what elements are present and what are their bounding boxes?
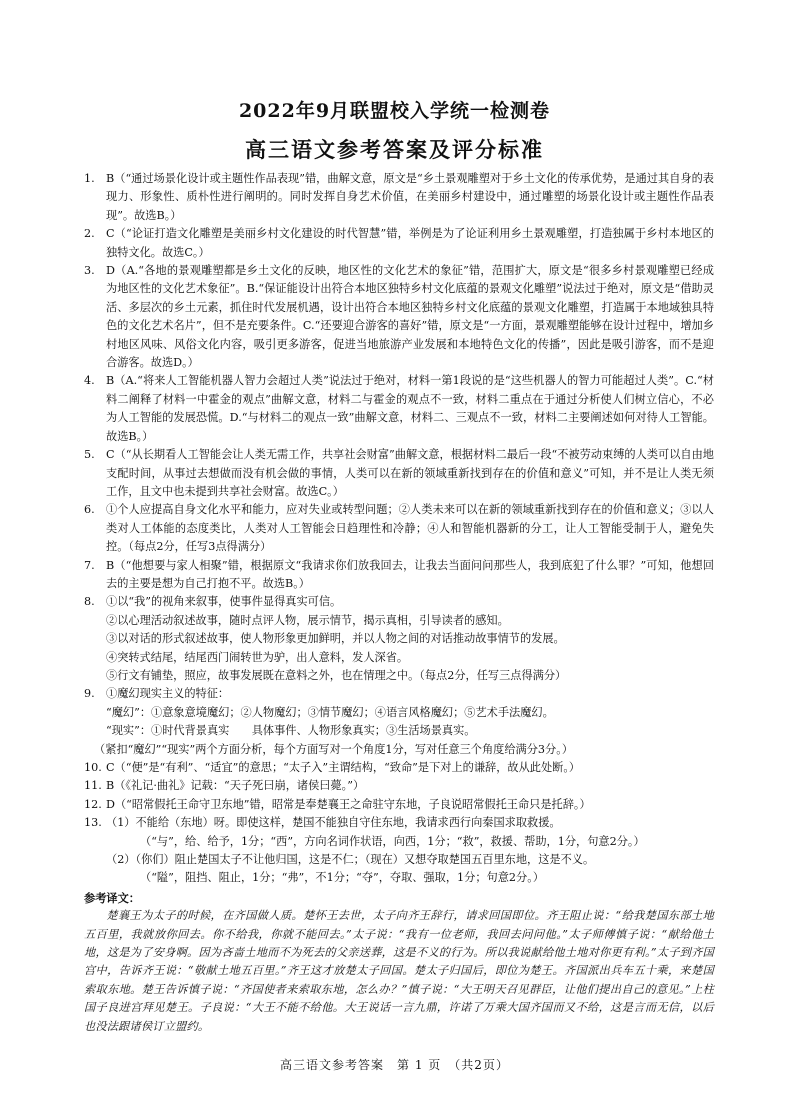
question-number: 10.: [84, 761, 102, 774]
answer-item-9: [84, 685, 714, 740]
answer-item: [84, 262, 714, 372]
answer-item: [84, 796, 714, 814]
question-number: 1.: [84, 172, 95, 185]
answer-line: （2）（你们）阻止楚国太子不让他归国，这是不仁；（现在）又想夺取楚国五百里东地，这是不义。: [106, 853, 595, 867]
answer-text: C（“便”是“有利”、“适宜”的意思；“太子入”主谓结构，“致命”是下对上的谦辞，故从此处断。）: [106, 761, 581, 774]
answer-line: ②以心理活动叙述故事，随时点评人物，展示情节，揭示真相，引导读者的感知。: [106, 613, 509, 627]
question-number: 7.: [84, 558, 95, 572]
question-number: 11.: [84, 779, 102, 793]
answer-line: “魔幻”：①意象意境魔幻；②人物魔幻；③情节魔幻；④语言风格魔幻；⑤艺术手法魔幻。: [106, 705, 554, 719]
answer-item: [84, 759, 714, 777]
question-number: 3.: [84, 264, 95, 278]
answer-line: ①魔幻现实主义的特征：: [106, 687, 230, 701]
answer-line: （1）不能给（东地）呀。即使这样，楚国不能独自守住东地，我请求西行向秦国求取救援。: [106, 816, 561, 830]
answer-text: B（A.“将来人工智能机器人智力会超过人类”说法过于绝对，材料一第1段说的是“这些机器人的智力可能超过人类”。C.“材料二阐释了材料一中霍金的观点”曲解文意，材料二与霍金的观点不一致，材料二重点在于通过分析使人们树立信心，不必为人工智能的发展恐慌。D.“与材料二的观点一致”曲解文意，材料二、三观点不一致，材料二主要阐述如何对待人工智能。故选B。）: [106, 374, 714, 443]
answer-text: D（“昭常假托王命守卫东地”错，昭常是奉楚襄王之命驻守东地，子良说昭常假托王命只是托辞。）: [106, 797, 591, 811]
answer-item: [84, 501, 714, 556]
answer-text: C（“论证打造文化雕塑是美丽乡村文化建设的时代智慧”错，举例是为了论证利用乡土景观雕塑，打造独属于乡村本地区的独特文化。故选C。）: [106, 227, 714, 259]
scoring-note: （紧扣“魔幻”“现实”两个方面分析，每个方面写对一个角度1分，写对任意三个角度给满分3分。）: [94, 742, 574, 756]
answer-body: [84, 170, 714, 1036]
answer-text: ①个人应提高自身文化水平和能力，应对失业或转型问题；②人类未来可以在新的领域重新找到存在的价值和意义；③以人类对人工体能的态度类比，人类对人工智能会日趋理性和冷静；④人和智能机器新的分工，让人工智能受制于人，避免失控。（每点2分，任写3点得满分）: [106, 503, 714, 554]
page-footer: 高三语文参考答案 第 1 页 （共2页）: [280, 1058, 509, 1072]
answer-line: （“与”，给、给予，1分；“西”，方向名词作状语，向西，1分；“救”，救援、帮助，1分，句意2分。）: [140, 834, 645, 848]
answer-item: [84, 170, 714, 225]
answer-line: ④突转式结尾，结尾西门闹转世为驴，出人意料，发人深省。: [106, 650, 409, 664]
question-number: 12.: [84, 797, 102, 811]
answer-line: （“隘”，阻挡、阻止，1分；“弗”，不1分；“夺”，夺取、强取，1分；句意2分。）: [140, 871, 545, 885]
answer-line: “现实”：①时代背景真实 具体事件、人物形象真实；③生活场景真实。: [106, 724, 476, 738]
answer-item-13: [84, 814, 714, 888]
question-number: 4.: [84, 374, 95, 388]
answer-text: C（“从长期看人工智能会让人类无需工作，共享社会财富”曲解文意，根据材料二最后一段“不被劳动束缚的人类可以自由地支配时间，从事过去想做而没有机会做的事情，人类可以在新的领域重新找到存在的价值和意义”可知，并不是让人类无须工作，且文中也未提到共享社会财富。故选C。）: [106, 448, 714, 498]
answer-item: [84, 446, 714, 501]
answer-text: D（A.“各地的景观雕塑都是乡土文化的反映，地区性的文化艺术的象征”错，范围扩大，原文是“很多乡村景观雕塑已经成为地区性的文化艺术象征”。B.“保证能设计出符合本地区独特乡村文化底蕴的景观文化雕塑”说法过于绝对，原文是“借助灵活、多层次的乡土元素，抓住时代发展机遇，设计出符合本地区独特乡村文化底蕴的景观文化雕塑，打造属于本地域独具特色的文化艺术名片”，但不是充要条件。C.“还要迎合游客的喜好”错，原文是“一方面，景观雕塑能够在设计过程中，增加乡村地区风味、风俗文化内容，吸引更多游客，促进当地旅游产业发展和本地特色文化的传播”，因此是吸引游客，而不是迎合游客。故选D。）: [106, 264, 714, 370]
question-number: 6.: [84, 503, 95, 517]
question-number: 9.: [84, 687, 95, 701]
answer-text: B（《礼记·曲礼》记载：“天子死曰崩，诸侯曰薨。”）: [106, 779, 365, 793]
answer-item-8: [84, 593, 714, 685]
exam-title: 2022年9月联盟校入学统一检测卷: [238, 100, 551, 122]
question-number: 2.: [84, 227, 95, 241]
answer-item: [84, 557, 714, 594]
answer-text: B（“他想要与家人相聚”错，根据原文“我请求你们放我回去，让我去当面问问那些人，我到底犯了什么罪？”可知，他想回去的主要是想为自己打抱不平。故选B。）: [106, 558, 714, 590]
answer-item: [84, 225, 714, 262]
exam-subtitle: 高三语文参考答案及评分标准: [245, 137, 544, 162]
answer-lines: [106, 814, 714, 888]
question-number: 8.: [84, 595, 95, 609]
reference-translation: 楚襄王为太子的时候，在齐国做人质。楚怀王去世，太子向齐王辞行，请求回国即位。齐王阻止说：“给我楚国东部土地五百里，我就放你回去。你不给我，你就不能回去。”太子说：“我有一位老师，我回去问问他。”太子师傅慎子说：“献给他土地，这是为了安身啊。因为吝啬土地而不为死去的父亲送葬，这是不义的行为。所以我说献给他土地对你更有利。”太子到齐国宫中，告诉齐王说：“敬献土地五百里。”齐王这才放楚太子回国。楚太子归国后，即位为楚王。齐国派出兵车五十乘，来楚国索取东地。楚王告诉慎子说：“齐国使者来索取东地，怎么办？”慎子说：“大王明天召见群臣，让他们提出自己的意见。”上柱国子良进宫拜见楚王。子良说：“大王不能不给他。大王说话一言九鼎，许诺了万乘大国齐国而又不给，这是言而无信，以后也没法跟诸侯订立盟约。: [84, 909, 714, 1033]
answer-text: B（“通过场景化设计或主题性作品表现”错，曲解文意，原文是“乡土景观雕塑对于乡土文化的传承优势，是通过其自身的表现力、形象性、质朴性进行阐明的。同时发挥自身艺术价值，在美丽乡村建设中，通过雕塑的场景化设计或主题性作品表现”。故选B。）: [106, 172, 714, 222]
answer-item: [84, 777, 714, 795]
answer-line: ③以对话的形式叙述故事，使人物形象更加鲜明，并以人物之间的对话推动故事情节的发展。: [106, 632, 565, 646]
reference-heading: 参考译文：: [84, 890, 140, 905]
question-number: 13.: [84, 816, 102, 830]
answer-lines: [106, 685, 714, 740]
answer-line: ⑤行文有铺垫，照应，故事发展既在意料之外，也在情理之中。（每点2分，任写三点得满分）: [106, 668, 567, 682]
answer-line: ①以“我”的视角来叙事，使事件显得真实可信。: [106, 595, 342, 609]
answer-item: [84, 372, 714, 446]
answer-lines: [106, 593, 714, 685]
question-number: 5.: [84, 448, 95, 462]
